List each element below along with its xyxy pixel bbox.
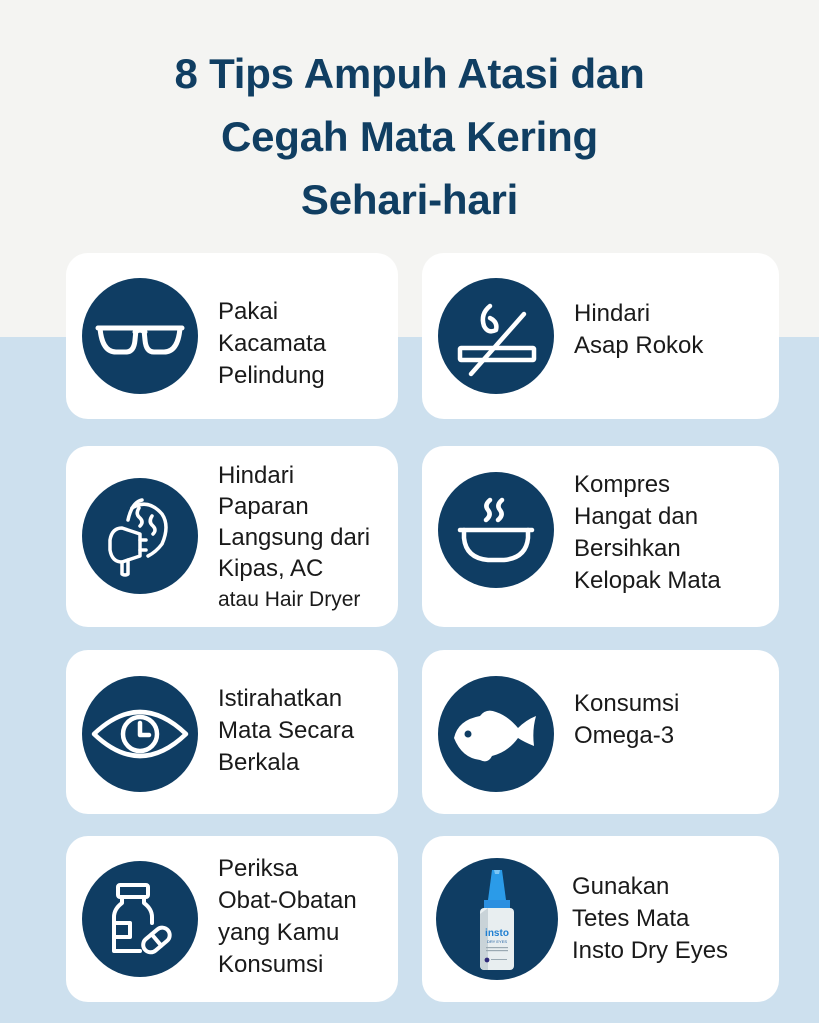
tip-text — [574, 688, 679, 752]
tip-line: Gunakan — [572, 873, 670, 900]
tip-line: Istirahatkan — [218, 685, 343, 712]
tip-text — [574, 469, 721, 597]
tip-card-avoid-smoke — [422, 253, 779, 419]
page-title — [0, 42, 819, 231]
tip-line: Periksa — [218, 855, 299, 882]
hair-dryer-icon — [82, 478, 198, 594]
tip-line: Tetes Mata — [572, 905, 690, 932]
tip-line: Konsumsi — [574, 690, 680, 717]
tip-text — [574, 298, 703, 362]
tip-card-check-medication — [66, 836, 398, 1002]
product-variant: DRY EYES — [486, 939, 508, 944]
tip-line: Langsung dari — [218, 524, 371, 551]
tip-line: Kelopak Mata — [574, 567, 721, 594]
tip-line: Pelindung — [218, 362, 325, 389]
title-line-1: 8 Tips Ampuh Atasi dan — [174, 50, 645, 97]
tip-card-warm-compress — [422, 446, 779, 627]
tip-card-rest-eyes — [66, 650, 398, 814]
tip-card-use-eye-drops — [422, 836, 779, 1002]
tip-line: Obat-Obatan — [218, 887, 357, 914]
tip-line: Berkala — [218, 749, 300, 776]
tip-line: yang Kamu — [218, 919, 340, 946]
tip-line: Bersihkan — [574, 535, 681, 562]
tip-line: Kompres — [574, 471, 671, 498]
no-smoking-icon — [438, 278, 554, 394]
title-line-2: Cegah Mata Kering — [221, 113, 598, 160]
tip-line: Omega-3 — [574, 722, 675, 749]
tip-line: Konsumsi — [218, 951, 324, 978]
tip-line: Paparan — [218, 493, 309, 520]
eye-drop-bottle-icon — [436, 858, 558, 980]
tip-line: Asap Rokok — [574, 332, 704, 359]
tip-text — [572, 871, 728, 967]
tip-line: Pakai — [218, 298, 279, 325]
fish-icon — [438, 676, 554, 792]
tip-card-protective-glasses — [66, 253, 398, 419]
tip-text — [218, 683, 354, 779]
glasses-icon — [82, 278, 198, 394]
tip-text — [218, 853, 357, 981]
tip-line: Hangat dan — [574, 503, 699, 530]
tip-card-omega3 — [422, 650, 779, 814]
tip-text — [218, 460, 370, 615]
tip-line: Kacamata — [218, 330, 327, 357]
tip-card-avoid-fan-ac-dryer — [66, 446, 398, 627]
medicine-bottle-icon — [82, 861, 198, 977]
tip-line: Kipas, AC — [218, 555, 324, 582]
title-line-3: Sehari-hari — [300, 176, 519, 223]
tip-line: Insto Dry Eyes — [572, 937, 729, 964]
warm-bowl-icon — [438, 472, 554, 588]
product-brand: insto — [485, 928, 509, 939]
tip-text — [218, 296, 326, 392]
tip-line: Hindari — [218, 462, 295, 489]
tip-line: Mata Secara — [218, 717, 355, 744]
eye-clock-icon — [82, 676, 198, 792]
tip-line: atau Hair Dryer — [218, 588, 361, 611]
tip-line: Hindari — [574, 300, 651, 327]
